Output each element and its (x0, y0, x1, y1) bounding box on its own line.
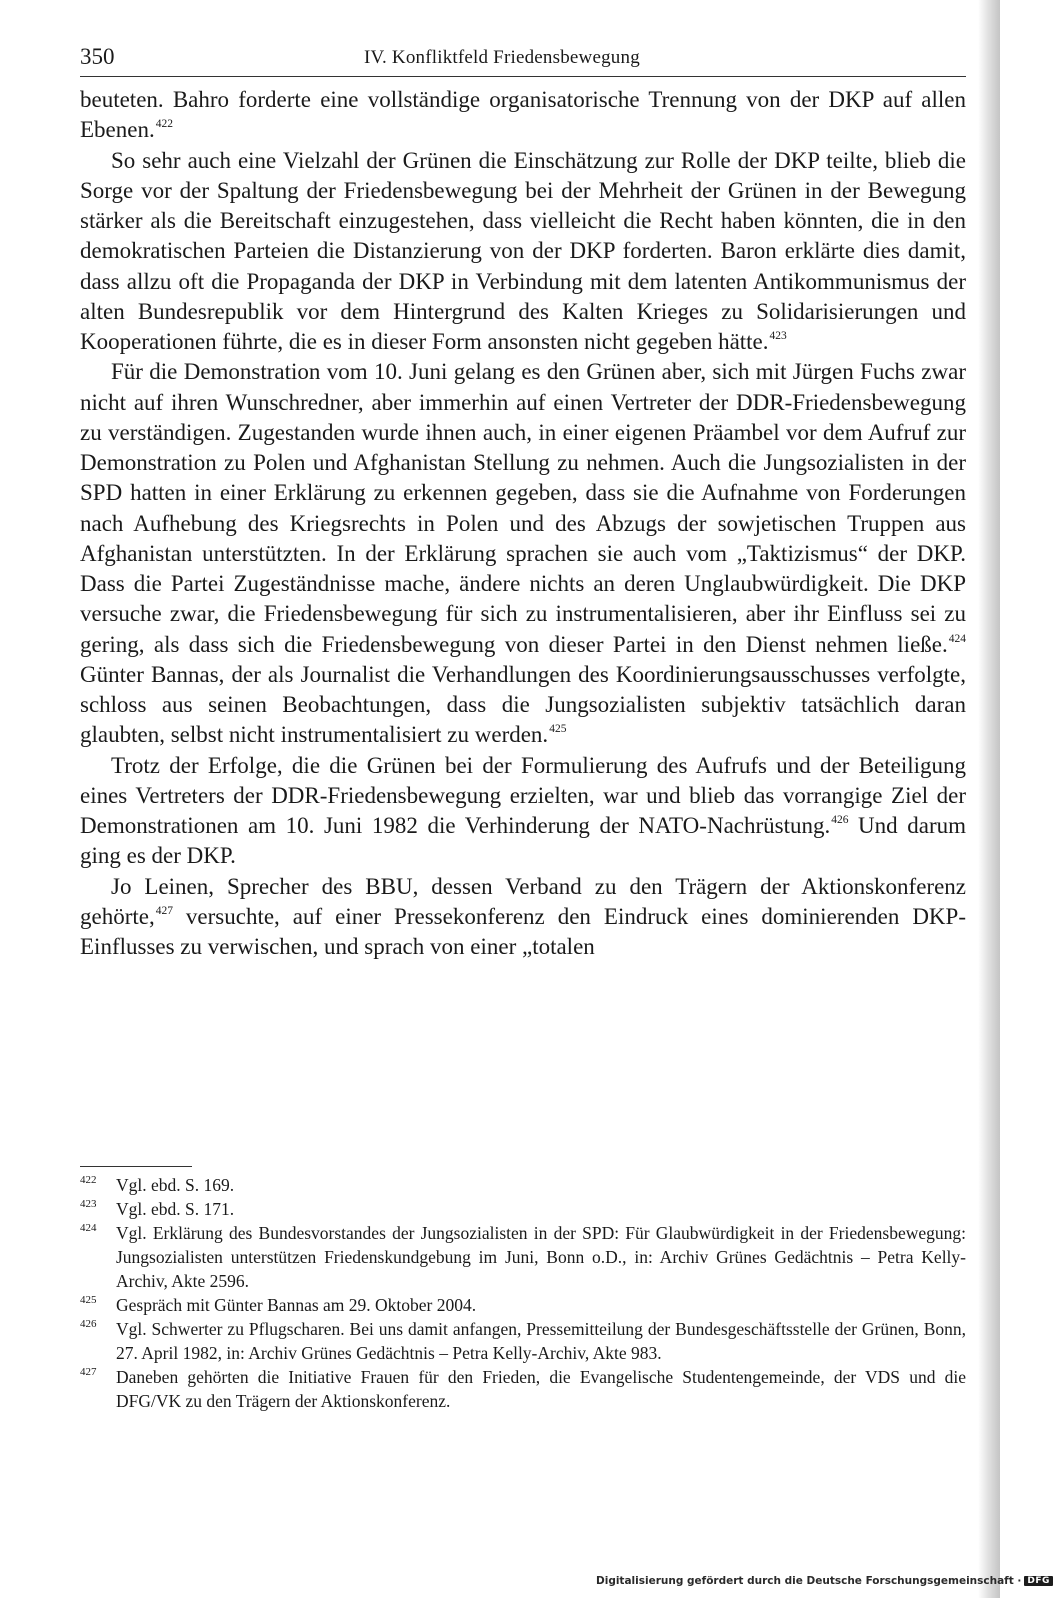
dfg-logo: DFG (1024, 1576, 1053, 1586)
footnote-422 (80, 1173, 966, 1197)
digitization-credit (596, 1575, 1050, 1587)
footnote-ref-422[interactable]: 422 (155, 118, 173, 131)
page-header (80, 40, 966, 77)
footnote-ref-425[interactable]: 425 (549, 723, 567, 736)
footnote-ref-426[interactable]: 426 (831, 814, 849, 826)
paragraph-3 (80, 357, 966, 750)
footnote-text: Gespräch mit Günter Bannas am 29. Oktober 2004. (116, 1295, 477, 1315)
footnote-text: Vgl. Erklärung des Bundesvorstandes der Jungsozialisten in der SPD: Für Glaubwürdigkeit in der Friedensbewegung: Jungsozialisten unterstützen Friedenskundgebung im Juni, Bonn o.D., in: Archiv Grünes Gedächtnis – Petra Kelly-Archiv, Akte 2596. (116, 1223, 966, 1291)
running-title: IV. Konfliktfeld Friedensbewegung (364, 47, 640, 68)
credit-text: Digitalisierung gefördert durch die Deutsche Forschungsgemeinschaft · (596, 1575, 1022, 1587)
paragraph-5 (80, 872, 966, 963)
footnote-text: Vgl. Schwerter zu Pflugscharen. Bei uns damit anfangen, Pressemitteilung der Bundesgeschäftsstelle der Grünen, Bonn, 27. April 1982, in: Archiv Grünes Gedächtnis – Petra Kelly-Archiv, Akte 983. (116, 1319, 966, 1363)
paragraph-text: Trotz der Erfolge, die die Grünen bei der Formulierung des Aufrufs und der Beteiligung eines Vertreters der DDR-Friedensbewegung erzielten, war und blieb das vorrangige Ziel der Demonstrationen am 10. Juni 1982 die Verhinderung der NATO-Nachrüstung. (80, 752, 966, 838)
footnote-ref-427[interactable]: 427 (155, 904, 173, 917)
footnote-number: 426 (80, 1318, 97, 1330)
footnote-number: 424 (80, 1222, 97, 1234)
footnote-424 (80, 1221, 966, 1293)
paragraph-text: Günter Bannas, der als Journalist die Verhandlungen des Koordinierungsausschusses verfolgte, schloss aus seinen Beobachtungen, dass die Jungsozialisten subjektiv tatsächlich daran glaubten, selbst nicht instrumentalisiert zu werden. (80, 661, 966, 748)
paragraph-4 (80, 751, 966, 872)
footnote-425 (80, 1293, 966, 1317)
footnote-text: Vgl. ebd. S. 169. (116, 1175, 235, 1195)
footnote-number: 427 (80, 1366, 97, 1378)
paragraph-text: beuteten. Bahro forderte eine vollständige organisatorische Trennung von der DKP auf allen Ebenen. (80, 87, 966, 143)
footnote-427 (80, 1365, 966, 1413)
footnote-text: Vgl. ebd. S. 171. (116, 1199, 235, 1219)
footnote-ref-423[interactable]: 423 (769, 330, 787, 342)
footnote-text: Daneben gehörten die Initiative Frauen für den Frieden, die Evangelische Studentengemeinde, der VDS und die DFG/VK zu den Trägern der Aktionskonferenz. (116, 1367, 966, 1411)
footnote-number: 423 (80, 1198, 97, 1210)
body-text (80, 85, 966, 962)
book-page (80, 40, 966, 1411)
paragraph-1 (80, 85, 966, 146)
paragraph-text: So sehr auch eine Vielzahl der Grünen die Einschätzung zur Rolle der DKP teilte, blieb die Sorge vor der Spaltung der Friedensbewegung bei der Mehrheit der Grünen in der Bewegung stärker als die Bereitschaft einzugestehen, dass vielleicht die Recht haben könnten, die in den demokratischen Parteien die Distanzierung von der DKP forderten. Baron erklärte dies damit, dass allzu oft die Propaganda der DKP in Verbindung mit dem latenten Antikommunismus der alten Bundesrepublik vor dem Hintergrund des Kalten Krieges zu Solidarisierungen und Kooperationen führte, die es in dieser Form ansonsten nicht gegeben hätte. (80, 147, 966, 354)
footnote-number: 425 (80, 1294, 97, 1306)
scan-page-edge (978, 0, 1000, 1598)
footnote-423 (80, 1197, 966, 1221)
paragraph-text: Und darum ging es der DKP. (80, 813, 966, 869)
footnotes (80, 1166, 966, 1413)
footnote-number: 422 (80, 1174, 97, 1186)
paragraph-text: versuchte, auf einer Pressekonferenz den Eindruck eines dominierenden DKP-Einflusses zu verwischen, und sprach von einer „totalen (80, 903, 966, 959)
page-number: 350 (80, 44, 115, 69)
paragraph-text: Jo Leinen, Sprecher des BBU, dessen Verband zu den Trägern der Aktionskonferenz gehörte, (80, 873, 966, 929)
footnote-ref-424[interactable]: 424 (948, 632, 966, 645)
footnote-separator (80, 1166, 192, 1167)
footnote-426 (80, 1317, 966, 1365)
paragraph-text: Für die Demonstration vom 10. Juni gelang es den Grünen aber, sich mit Jürgen Fuchs zwar nicht auf ihren Wunschredner, aber immerhin auf einen Vertreter der DDR-Friedensbewegung zu verständigen. Zugestanden wurde ihnen auch, in einer eigenen Präambel vor dem Aufruf zur Demonstration zu Polen und Afghanistan Stellung zu nehmen. Auch die Jungsozialisten in der SPD hatten in einer Erklärung zu erkennen gegeben, dass sie die Aufnahme von Forderungen nach Aufhebung des Kriegsrechts in Polen und des Abzugs der sowjetischen Truppen aus Afghanistan unterstützten. In der Erklärung sprachen sie auch vom „Taktizismus“ der DKP. Dass die Partei Zugeständnisse mache, ändere nichts an deren Unglaubwürdigkeit. Die DKP versuche zwar, die Friedensbewegung für sich zu instrumentalisieren, aber ihr Einfluss sei zu gering, als dass sich die Friedensbewegung von dieser Partei in den Dienst nehmen ließe. (80, 359, 966, 657)
paragraph-2 (80, 146, 966, 358)
